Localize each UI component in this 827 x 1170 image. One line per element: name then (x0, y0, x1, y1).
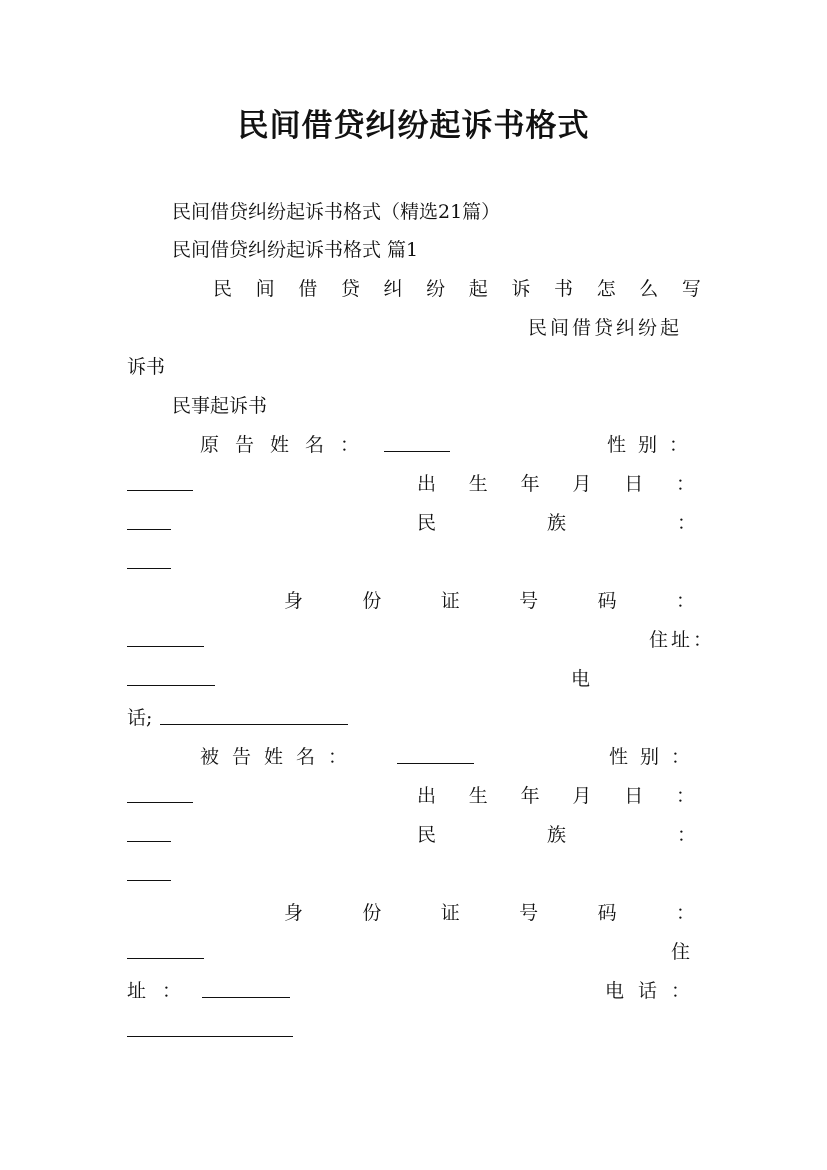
heading-char: 借 (298, 278, 318, 300)
plaintiff-id-char: 号 (519, 590, 539, 612)
plaintiff-ethnic-blank[interactable] (127, 550, 171, 569)
heading-spread (213, 277, 701, 301)
plaintiff-id-blank[interactable] (127, 628, 204, 647)
defendant-address-label-1: 住 (671, 941, 691, 963)
heading-right: 民间借贷纠纷起 (528, 317, 683, 339)
defendant-ethnic-char2: 族 (547, 824, 567, 846)
defendant-id-char: 证 (440, 902, 460, 924)
plaintiff-birth-char: 年 (520, 473, 540, 495)
plaintiff-phone-label-1: 电 (571, 668, 591, 690)
defendant-id-char: ： (675, 902, 695, 924)
defendant-address-label-2: 址： (127, 980, 198, 1002)
plaintiff-ethnic-char1: 民 (417, 512, 437, 534)
defendant-birth-blank[interactable] (127, 823, 171, 842)
defendant-id-blank[interactable] (127, 940, 204, 959)
plaintiff-name-label: 原告姓名： (200, 434, 376, 456)
defendant-birth-char: 日 (624, 785, 644, 807)
defendant-name-blank[interactable] (397, 745, 474, 764)
plaintiff-id-label-wrap (284, 589, 695, 613)
plaintiff-id-char: ： (675, 590, 695, 612)
heading-cont: 诉书 (127, 356, 166, 378)
heading-char: 怎 (596, 278, 616, 300)
defendant-id-char: 码 (597, 902, 617, 924)
heading-char: 写 (681, 278, 701, 300)
plaintiff-birth-char: 生 (468, 473, 488, 495)
heading-char: 起 (468, 278, 488, 300)
defendant-birth-char: 生 (468, 785, 488, 807)
plaintiff-birth-char: 出 (417, 473, 437, 495)
plaintiff-address-blank[interactable] (127, 667, 215, 686)
heading-char: 么 (639, 278, 659, 300)
heading-char: 间 (255, 278, 275, 300)
heading-char: 书 (554, 278, 574, 300)
defendant-id-char: 号 (519, 902, 539, 924)
plaintiff-birth-label (417, 472, 695, 496)
plaintiff-birth-label-wrap (417, 472, 695, 496)
defendant-id-label-wrap (284, 901, 695, 925)
defendant-birth-char: 年 (520, 785, 540, 807)
heading-char: 贷 (340, 278, 360, 300)
defendant-address-blank[interactable] (202, 979, 290, 998)
defendant-id-char: 份 (362, 902, 382, 924)
heading-line (213, 277, 701, 301)
defendant-ethnic-char1: 民 (417, 824, 437, 846)
plaintiff-birth-char: 日 (624, 473, 644, 495)
plaintiff-id-char: 份 (362, 590, 382, 612)
plaintiff-phone-label-2: 话; (127, 707, 153, 729)
defendant-id-label (284, 901, 695, 925)
defendant-gender-label: 性别： (609, 746, 703, 768)
defendant-phone-label: 电话： (605, 980, 705, 1002)
defendant-id-char: 身 (284, 902, 304, 924)
plaintiff-id-label (284, 589, 695, 613)
plaintiff-gender-label: 性别： (607, 434, 701, 456)
plaintiff-birth-char: ： (675, 473, 695, 495)
doc-type: 民事起诉书 (172, 395, 268, 417)
plaintiff-birth-blank[interactable] (127, 511, 171, 530)
document-title: 民间借贷纠纷起诉书格式 (237, 108, 590, 144)
plaintiff-ethnic-colon: ： (677, 512, 697, 534)
plaintiff-name-blank[interactable] (384, 433, 450, 452)
defendant-phone-blank[interactable] (127, 1018, 293, 1037)
plaintiff-id-char: 码 (597, 590, 617, 612)
defendant-birth-label-wrap (417, 784, 695, 808)
heading-char: 诉 (511, 278, 531, 300)
plaintiff-id-char: 证 (440, 590, 460, 612)
heading-char: 纠 (383, 278, 403, 300)
defendant-birth-char: 出 (417, 785, 437, 807)
defendant-name-label: 被告姓名： (200, 746, 361, 768)
defendant-birth-char: ： (675, 785, 695, 807)
plaintiff-birth-char: 月 (572, 473, 592, 495)
defendant-gender-blank[interactable] (127, 784, 193, 803)
intro-line: 民间借贷纠纷起诉书格式（精选21篇） (172, 201, 501, 223)
plaintiff-phone-blank[interactable] (160, 706, 348, 725)
plaintiff-address-label: 住址： (649, 629, 716, 651)
plaintiff-ethnic-char2: 族 (547, 512, 567, 534)
section-title: 民间借贷纠纷起诉书格式 篇1 (172, 239, 419, 261)
defendant-ethnic-blank[interactable] (127, 862, 171, 881)
defendant-ethnic-colon: ： (677, 824, 697, 846)
defendant-birth-char: 月 (572, 785, 592, 807)
plaintiff-gender-blank[interactable] (127, 472, 193, 491)
plaintiff-id-char: 身 (284, 590, 304, 612)
defendant-birth-label (417, 784, 695, 808)
heading-char: 民 (213, 278, 233, 300)
heading-char: 纷 (426, 278, 446, 300)
